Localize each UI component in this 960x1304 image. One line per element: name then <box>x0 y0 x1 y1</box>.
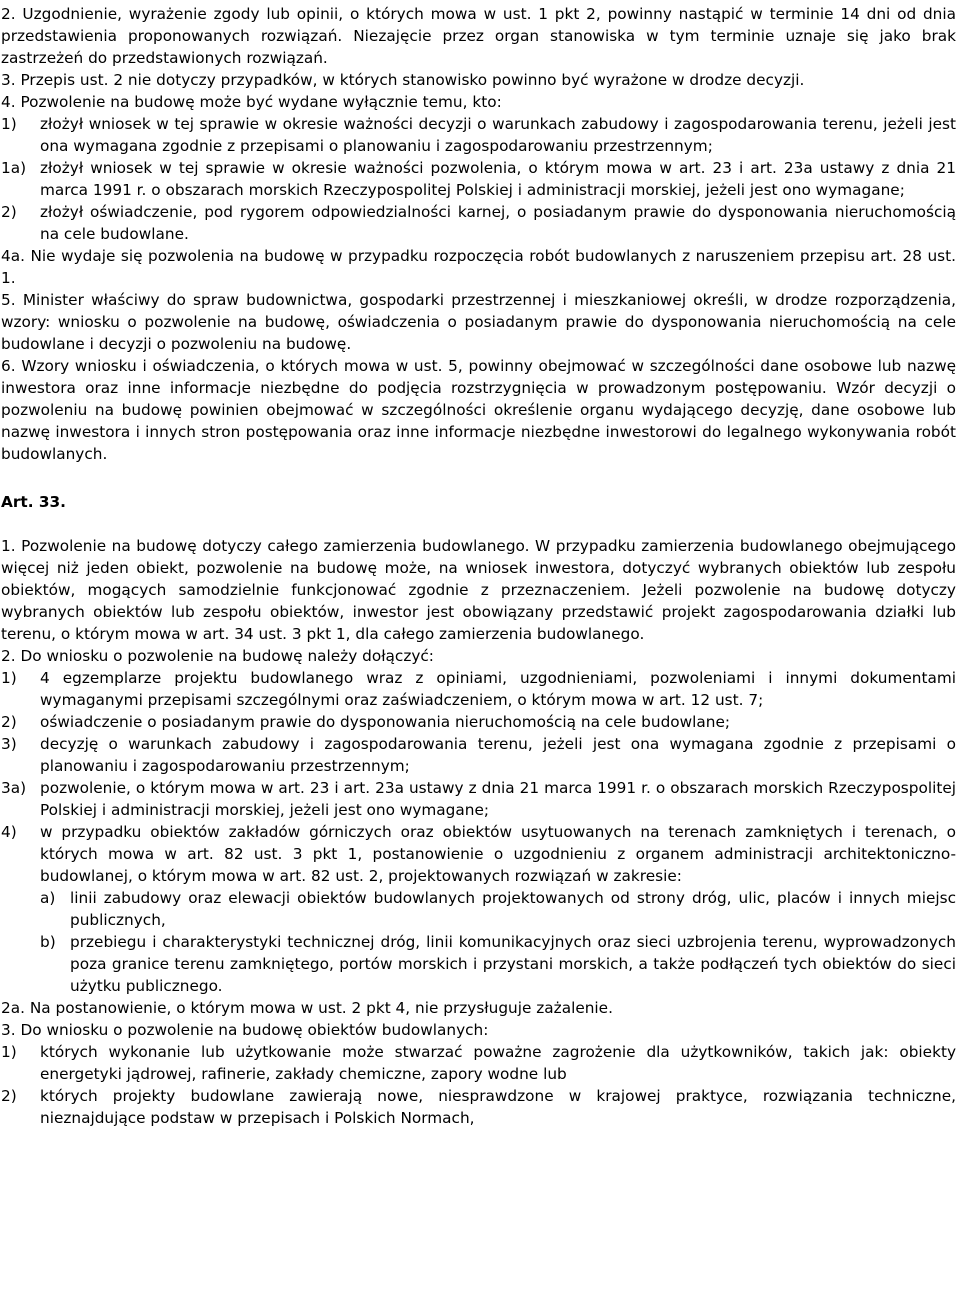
item-number: 2) <box>1 203 17 221</box>
document-page <box>0 3 960 1129</box>
paragraph-4: 4. Pozwolenie na budowę może być wydane wyłącznie temu, kto: <box>1 93 502 111</box>
article-paragraph-3: 3. Do wniosku o pozwolenie na budowę obiektów budowlanych: <box>1 1021 489 1039</box>
list-item <box>1 157 956 201</box>
list-item <box>1 1041 956 1085</box>
item-number: 1) <box>1 1043 17 1061</box>
paragraph-6: 6. Wzory wniosku i oświadczenia, o których mowa w ust. 5, powinny obejmować w szczególności dane osobowe lub nazwę inwestora oraz inne informacje niezbędne do podjęcia rozstrzygnięcia w prowadzonym postępowaniu. Wzór decyzji o pozwoleniu na budowę powinien obejmować w szczególności określenie organu wydającego decyzję, dane osobowe lub nazwę inwestora i innych stron postępowania oraz inne informacje niezbędne inwestorowi do legalnego wykonywania robót budowlanych. <box>1 357 956 463</box>
item-number: 1a) <box>1 159 27 177</box>
item-text: linii zabudowy oraz elewacji obiektów budowlanych projektowanych od strony dróg, ulic, placów i innych miejsc publicznych, <box>70 889 956 929</box>
paragraph-4a: 4a. Nie wydaje się pozwolenia na budowę w przypadku rozpoczęcia robót budowlanych z naruszeniem przepisu art. 28 ust. 1. <box>1 247 956 287</box>
item-text: w przypadku obiektów zakładów górniczych oraz obiektów usytuowanych na terenach zamkniętych i terenach, o których mowa w art. 82 ust. 3 pkt 1, postanowienie o uzgodnieniu z organem administracji architektoniczno-budowlanej, o którym mowa w art. 82 ust. 2, projektowanych rozwiązań w zakresie: <box>40 823 956 885</box>
list-item <box>1 1085 956 1129</box>
item-text: złożył wniosek w tej sprawie w okresie ważności decyzji o warunkach zabudowy i zagospodarowania terenu, jeżeli jest ona wymagana zgodnie z przepisami o planowaniu i zagospodarowaniu przestrzennym; <box>40 115 956 155</box>
item-text: decyzję o warunkach zabudowy i zagospodarowania terenu, jeżeli jest ona wymagana zgodnie z przepisami o planowaniu i zagospodarowaniu przestrzennym; <box>40 735 956 775</box>
article-paragraph-2a: 2a. Na postanowienie, o którym mowa w ust. 2 pkt 4, nie przysługuje zażalenie. <box>1 999 613 1017</box>
item-text: pozwolenie, o którym mowa w art. 23 i art. 23a ustawy z dnia 21 marca 1991 r. o obszarach morskich Rzeczypospolitej Polskiej i administracji morskiej, jeżeli jest ono wymagane; <box>40 779 956 819</box>
item-letter: a) <box>40 889 56 907</box>
paragraph-5: 5. Minister właściwy do spraw budownictwa, gospodarki przestrzennej i mieszkaniowej określi, w drodze rozporządzenia, wzory: wniosku o pozwolenie na budowę, oświadczenia o posiadanym prawie do dysponowania nieruchomością na cele budowlane i decyzji o pozwoleniu na budowę. <box>1 291 956 353</box>
item-text: 4 egzemplarze projektu budowlanego wraz z opiniami, uzgodnieniami, pozwoleniami i innymi dokumentami wymaganymi przepisami szczególnymi oraz zaświadczeniem, o którym mowa w art. 12 ust. 7; <box>40 669 956 709</box>
article-paragraph-2: 2. Do wniosku o pozwolenie na budowę należy dołączyć: <box>1 647 434 665</box>
sub-list-item <box>1 887 956 931</box>
article-heading: Art. 33. <box>1 493 66 511</box>
list-item <box>1 821 956 887</box>
item-number: 1) <box>1 669 17 687</box>
list-item <box>1 667 956 711</box>
paragraph-3: 3. Przepis ust. 2 nie dotyczy przypadków, w których stanowisko powinno być wyrażone w drodze decyzji. <box>1 71 805 89</box>
list-item <box>1 777 956 821</box>
item-text: przebiegu i charakterystyki technicznej dróg, linii komunikacyjnych oraz sieci uzbrojenia terenu, wyprowadzonych poza granice terenu zamkniętego, portów morskich i przystani morskich, a także podłączeń tych obiektów do sieci użytku publicznego. <box>70 933 956 995</box>
sub-list-item <box>1 931 956 997</box>
item-number: 4) <box>1 823 17 841</box>
item-number: 3) <box>1 735 17 753</box>
list-item <box>1 733 956 777</box>
list-item <box>1 711 956 733</box>
item-number: 3a) <box>1 779 27 797</box>
item-text: złożył oświadczenie, pod rygorem odpowiedzialności karnej, o posiadanym prawie do dysponowania nieruchomością na cele budowlane. <box>40 203 956 243</box>
item-text: złożył wniosek w tej sprawie w okresie ważności pozwolenia, o którym mowa w art. 23 i art. 23a ustawy z dnia 21 marca 1991 r. o obszarach morskich Rzeczypospolitej Polskiej i administracji morskiej, jeżeli jest ono wymagane; <box>40 159 956 199</box>
item-letter: b) <box>40 933 56 951</box>
list-item <box>1 201 956 245</box>
item-number: 2) <box>1 713 17 731</box>
item-text: których wykonanie lub użytkowanie może stwarzać poważne zagrożenie dla użytkowników, takich jak: obiekty energetyki jądrowej, rafinerie, zakłady chemiczne, zapory wodne lub <box>40 1043 956 1083</box>
item-number: 2) <box>1 1087 17 1105</box>
item-text: których projekty budowlane zawierają nowe, niesprawdzone w krajowej praktyce, rozwiązania techniczne, nieznajdujące podstaw w przepisach i Polskich Normach, <box>40 1087 956 1127</box>
item-text: oświadczenie o posiadanym prawie do dysponowania nieruchomością na cele budowlane; <box>40 713 731 731</box>
list-item <box>1 113 956 157</box>
article-paragraph-1: 1. Pozwolenie na budowę dotyczy całego zamierzenia budowlanego. W przypadku zamierzenia budowlanego obejmującego więcej niż jeden obiekt, pozwolenie na budowę może, na wniosek inwestora, dotyczyć wybranych obiektów lub zespołu obiektów, mogących samodzielnie funkcjonować zgodnie z przeznaczeniem. Jeżeli pozwolenie na budowę dotyczy wybranych obiektów lub zespołu obiektów, inwestor jest obowiązany przedstawić projekt zagospodarowania działki lub terenu, o którym mowa w art. 34 ust. 3 pkt 1, dla całego zamierzenia budowlanego. <box>1 537 956 643</box>
paragraph-2: 2. Uzgodnienie, wyrażenie zgody lub opinii, o których mowa w ust. 1 pkt 2, powinny nastąpić w terminie 14 dni od dnia przedstawienia proponowanych rozwiązań. Niezajęcie przez organ stanowiska w tym terminie uznaje się jako brak zastrzeżeń do przedstawionych rozwiązań. <box>1 5 956 67</box>
item-number: 1) <box>1 115 17 133</box>
